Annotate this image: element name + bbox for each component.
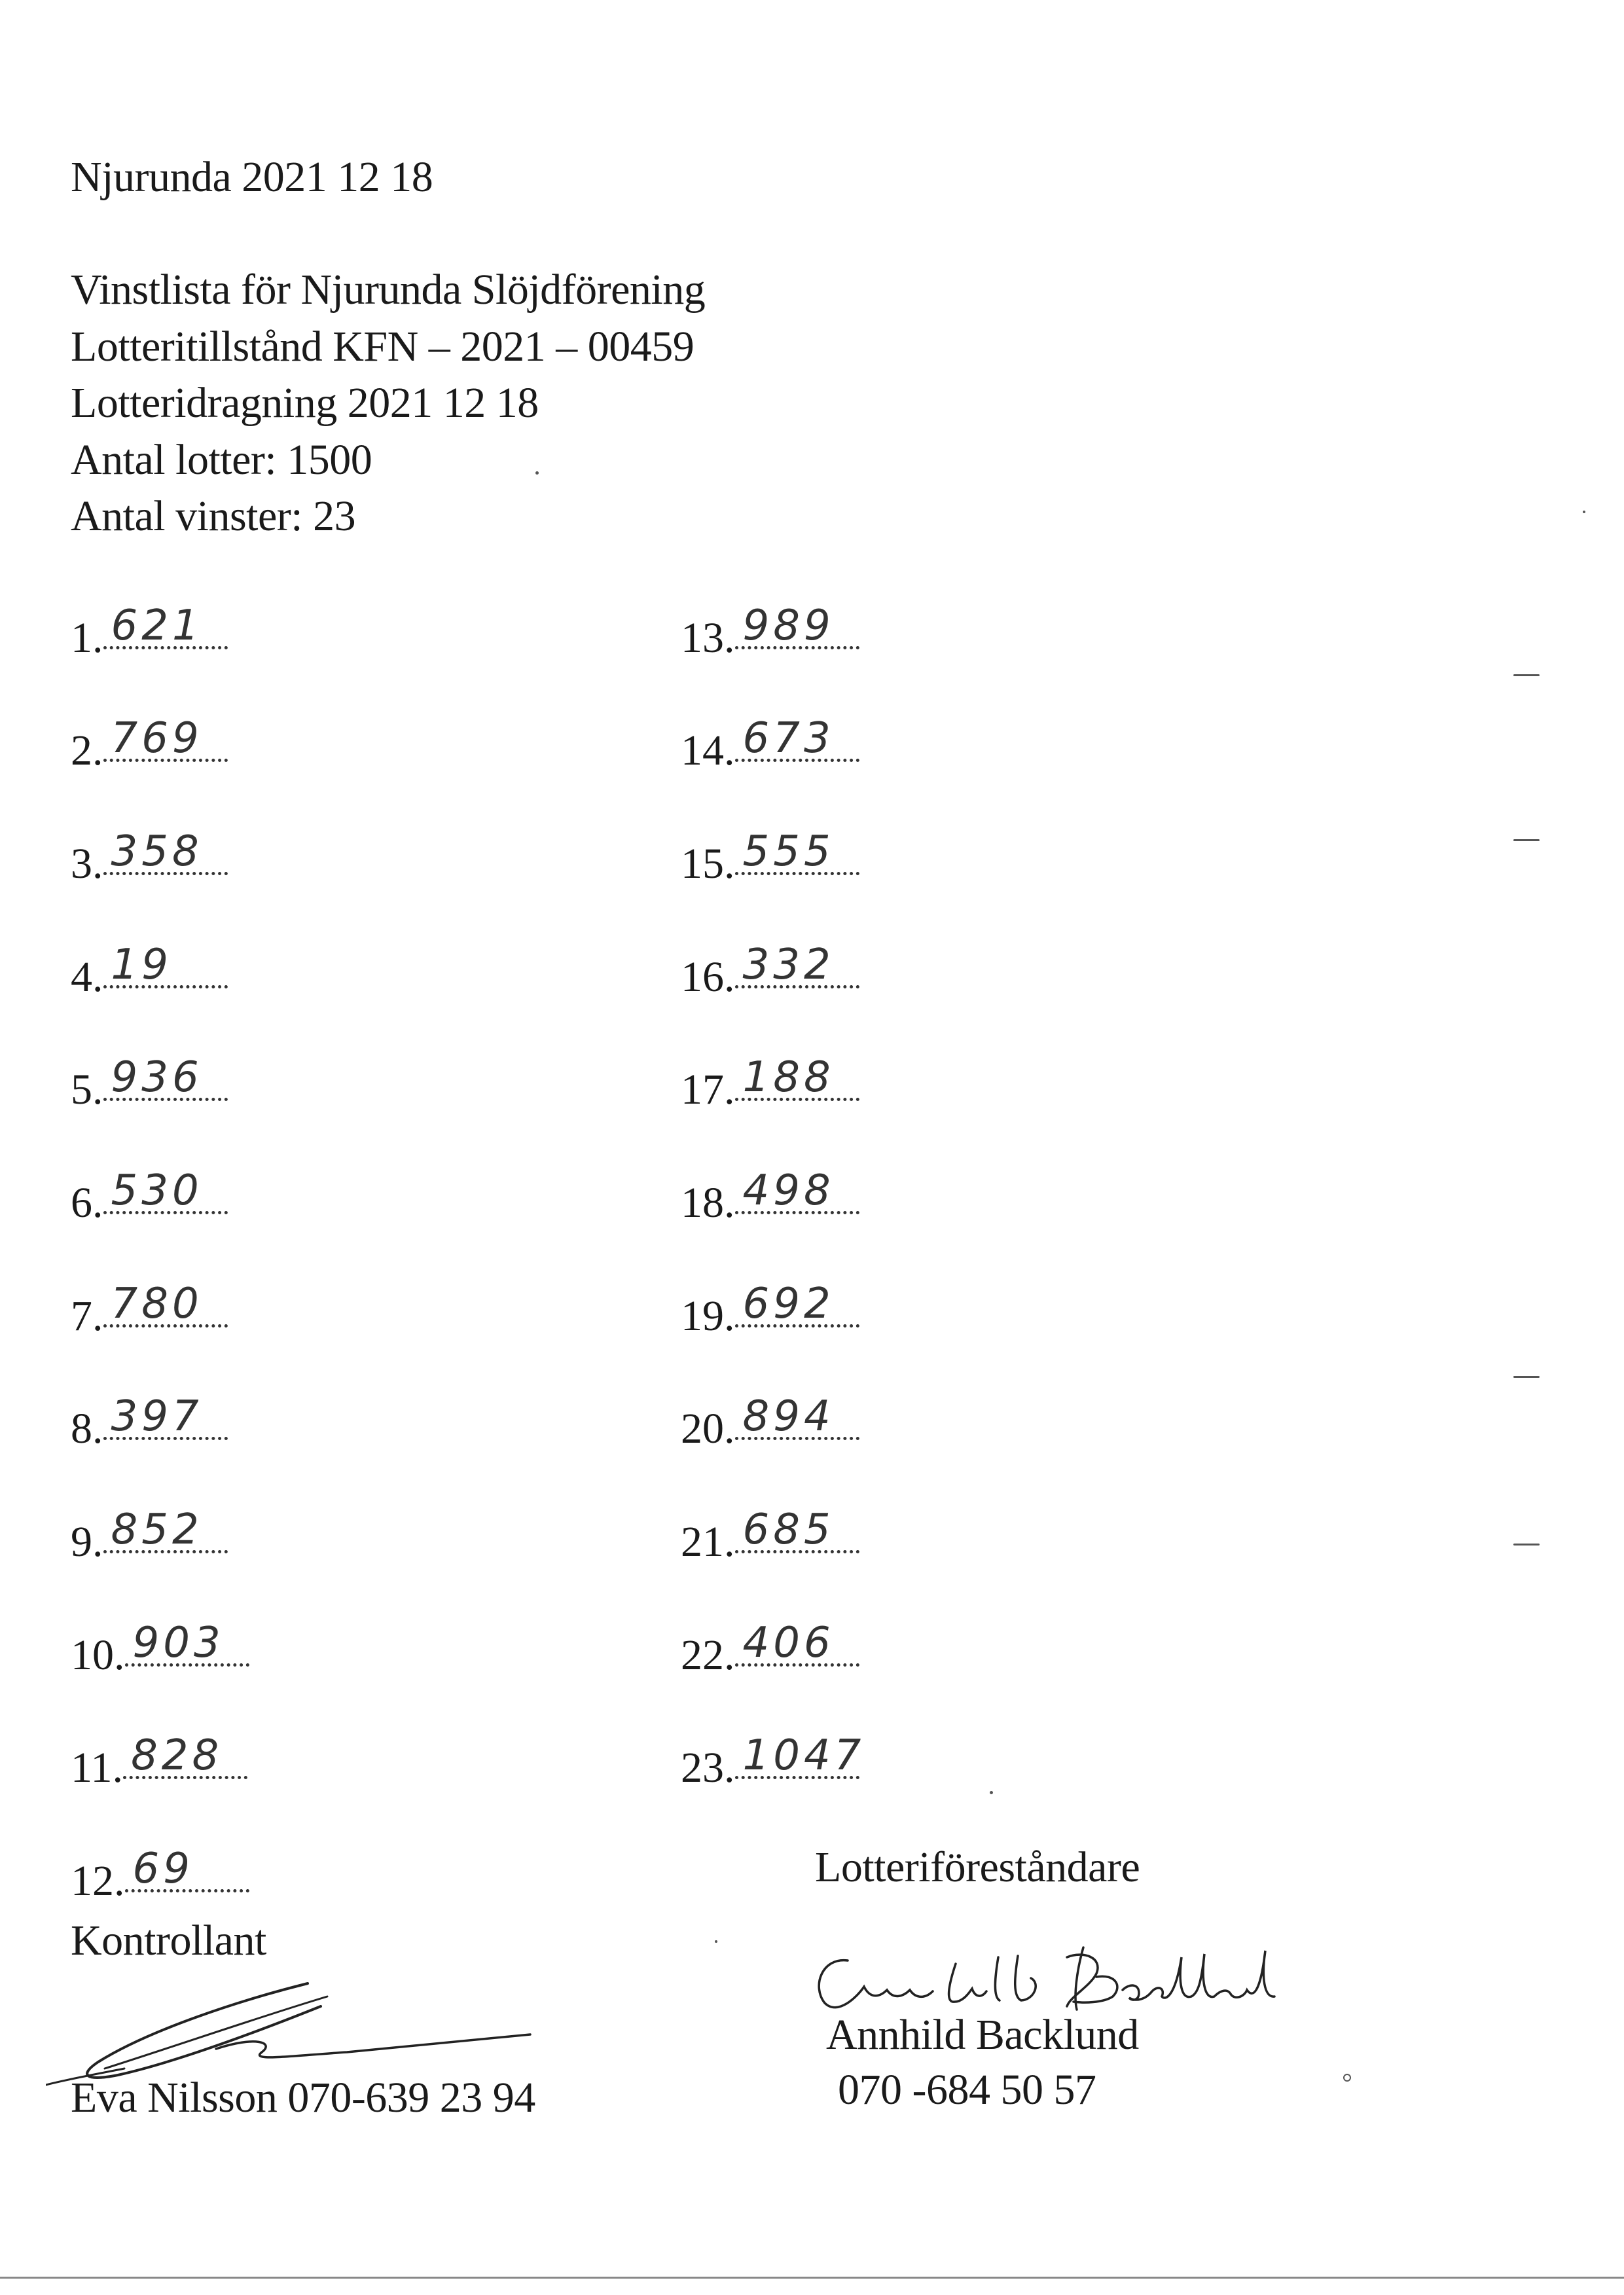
- prize-number: 18.: [681, 1179, 735, 1227]
- prize-number: 6.: [71, 1179, 103, 1227]
- prize-item-11: [71, 1731, 247, 1792]
- prize-ticket-number: 69: [132, 1845, 194, 1893]
- scan-mark: [535, 471, 539, 475]
- prize-ticket-number: 555: [742, 827, 835, 876]
- prize-number: 20.: [681, 1405, 735, 1453]
- scan-mark: [1513, 1544, 1540, 1545]
- prize-number: 9.: [71, 1518, 103, 1566]
- prize-number: 4.: [71, 953, 103, 1001]
- prize-item-22: [681, 1619, 859, 1679]
- prize-number: 10.: [71, 1631, 125, 1679]
- prize-number: 2.: [71, 727, 103, 774]
- scan-mark: [990, 1791, 993, 1794]
- prize-number: 3.: [71, 840, 103, 888]
- scan-mark: [1513, 839, 1540, 841]
- prize-ticket-number: 621: [111, 602, 203, 650]
- prize-count-line: Antal vinster: 23: [71, 492, 356, 540]
- prize-ticket-number: 685: [742, 1506, 835, 1554]
- prize-ticket-number: 19: [111, 941, 172, 989]
- prize-number: 14.: [681, 727, 735, 774]
- prize-number: 19.: [681, 1292, 735, 1340]
- prize-ticket-number: 852: [111, 1506, 203, 1554]
- manager-signature: [808, 1938, 1280, 2023]
- prize-ticket-number: 188: [742, 1053, 835, 1102]
- prize-ticket-number: 358: [111, 827, 203, 876]
- prize-number: 13.: [681, 614, 735, 662]
- prize-item-16: [681, 941, 859, 1001]
- prize-item-19: [681, 1280, 859, 1340]
- prize-item-8: [71, 1392, 228, 1453]
- prize-ticket-number: 894: [742, 1392, 835, 1441]
- prize-ticket-number: 769: [111, 714, 203, 763]
- prize-item-17: [681, 1053, 859, 1113]
- prize-number: 1.: [71, 614, 103, 662]
- prize-number: 11.: [71, 1744, 124, 1792]
- prize-number: 22.: [681, 1631, 735, 1679]
- prize-ticket-number: 989: [742, 602, 835, 650]
- prize-item-20: [681, 1392, 859, 1453]
- manager-phone: 070 -684 50 57: [838, 2066, 1096, 2114]
- prize-item-1: [71, 602, 228, 662]
- manager-name: Annhild Backlund: [826, 2011, 1139, 2059]
- prize-ticket-number: 530: [111, 1166, 203, 1215]
- prize-number: 8.: [71, 1405, 103, 1453]
- prize-number: 12.: [71, 1857, 125, 1905]
- prize-number: 7.: [71, 1292, 103, 1340]
- prize-number: 23.: [681, 1744, 735, 1792]
- prize-number: 21.: [681, 1518, 735, 1566]
- prize-item-12: [71, 1845, 249, 1905]
- prize-item-21: [681, 1506, 859, 1566]
- scan-mark: [1583, 511, 1585, 513]
- scan-mark: [1513, 674, 1540, 676]
- prize-item-13: [681, 602, 859, 662]
- prize-ticket-number: 903: [132, 1619, 225, 1667]
- scan-mark: [1513, 1376, 1540, 1378]
- prize-number: 15.: [681, 840, 735, 888]
- prize-item-5: [71, 1053, 228, 1113]
- draw-date-line: Lotteridragning 2021 12 18: [71, 379, 539, 427]
- prize-item-14: [681, 714, 859, 774]
- prize-ticket-number: 332: [742, 941, 835, 989]
- prize-ticket-number: 397: [111, 1392, 203, 1441]
- permit-line: Lotteritillstånd KFN – 2021 – 00459: [71, 323, 695, 370]
- prize-item-15: [681, 827, 859, 888]
- prize-item-23: [681, 1731, 865, 1792]
- prize-number: 5.: [71, 1066, 103, 1113]
- scan-mark: [1343, 2074, 1351, 2082]
- document-title: Vinstlista för Njurunda Slöjdförening: [71, 266, 706, 314]
- prize-ticket-number: 692: [742, 1280, 835, 1328]
- prize-item-18: [681, 1166, 859, 1227]
- prize-ticket-number: 406: [742, 1619, 835, 1667]
- prize-ticket-number: 828: [131, 1731, 223, 1780]
- prize-ticket-number: 780: [111, 1280, 203, 1328]
- prize-ticket-number: 936: [111, 1053, 203, 1102]
- prize-ticket-number: 673: [742, 714, 835, 763]
- ticket-count-line: Antal lotter: 1500: [71, 436, 372, 484]
- scan-mark: [715, 1940, 717, 1943]
- prize-number: 17.: [681, 1066, 735, 1113]
- prize-ticket-number: 1047: [742, 1731, 865, 1780]
- controller-name-phone: Eva Nilsson 070-639 23 94: [71, 2074, 535, 2122]
- prize-item-2: [71, 714, 228, 774]
- prize-item-4: [71, 941, 228, 1001]
- manager-role: Lotteriföreståndare: [815, 1843, 1140, 1891]
- prize-ticket-number: 498: [742, 1166, 835, 1215]
- prize-item-3: [71, 827, 228, 888]
- controller-role: Kontrollant: [71, 1917, 266, 1964]
- prize-item-7: [71, 1280, 228, 1340]
- prize-item-10: [71, 1619, 249, 1679]
- prize-item-9: [71, 1506, 228, 1566]
- page-bottom-edge: [0, 2277, 1624, 2279]
- prize-item-6: [71, 1166, 228, 1227]
- prize-number: 16.: [681, 953, 735, 1001]
- date-line: Njurunda 2021 12 18: [71, 153, 433, 201]
